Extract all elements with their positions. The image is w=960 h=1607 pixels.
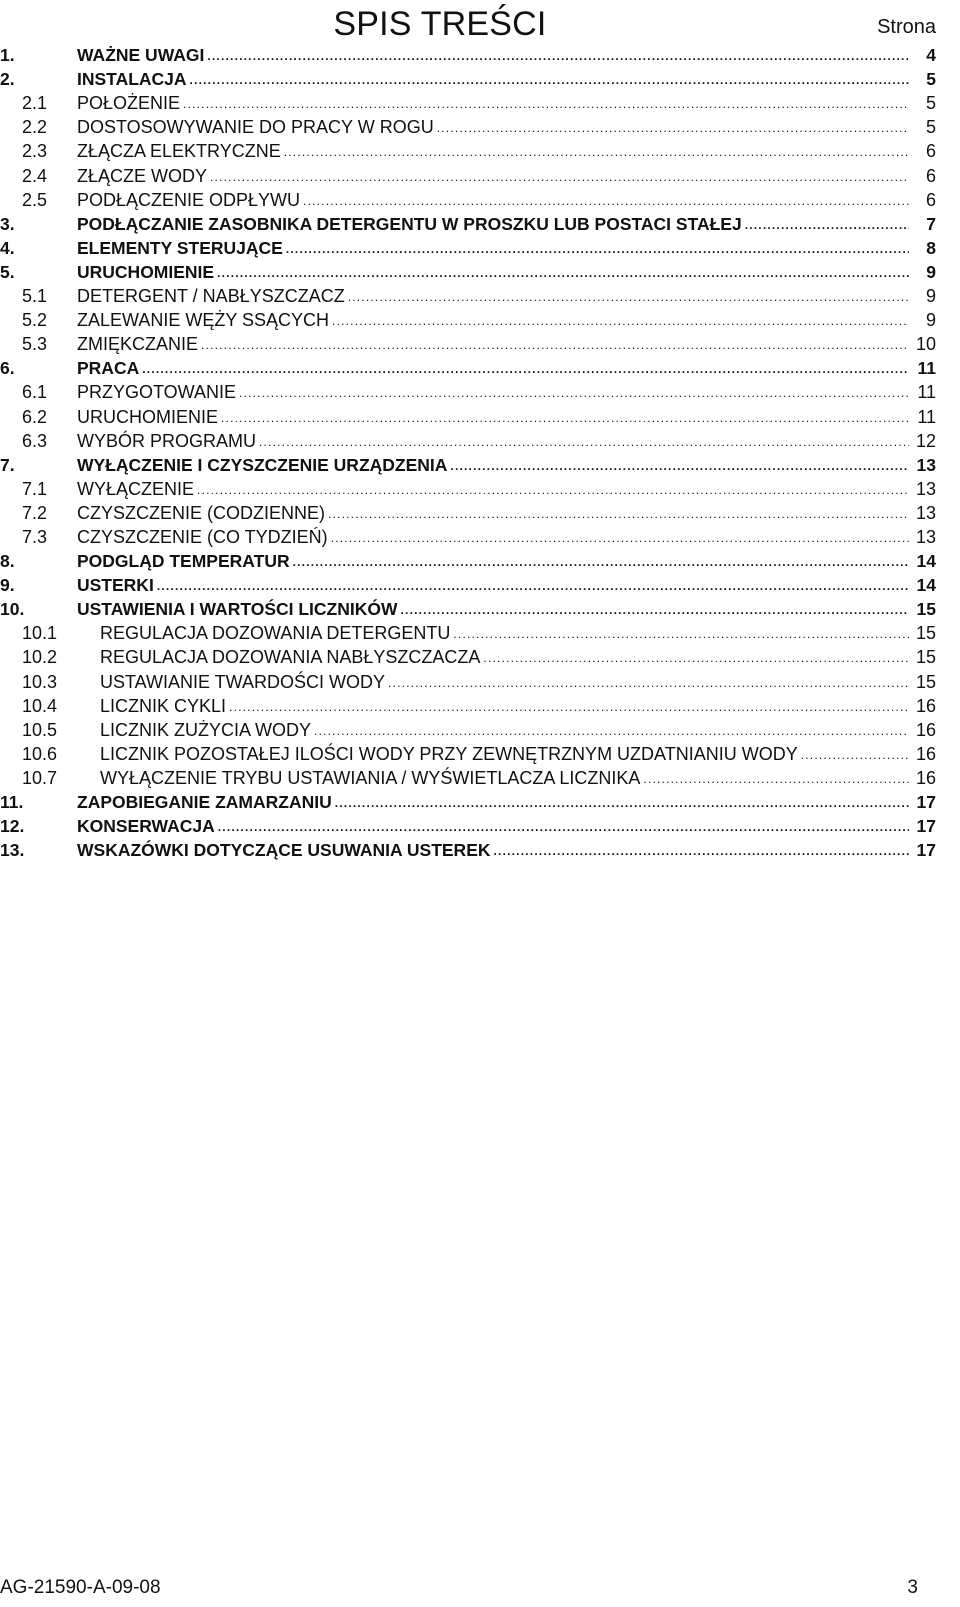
toc-entry-page: 13 <box>915 478 936 499</box>
toc-entry-page: 16 <box>915 719 936 740</box>
toc-entry-number: 9. <box>0 575 15 596</box>
toc-entry-number: 2.5 <box>22 189 48 210</box>
toc-entry[interactable] <box>0 644 960 668</box>
toc-entry[interactable] <box>0 42 960 66</box>
toc-entry-title: CZYSZCZENIE (CO TYDZIEŃ) <box>77 526 328 547</box>
toc-entry[interactable] <box>0 717 960 741</box>
toc-entry[interactable] <box>0 548 960 572</box>
toc-dot-leader <box>332 314 909 331</box>
toc-entry-title: USTAWIANIE TWARDOŚCI WODY <box>100 671 386 692</box>
toc-entry-title: CZYSZCZENIE (CODZIENNE) <box>77 502 326 523</box>
toc-entry-title: WYBÓR PROGRAMU <box>77 430 257 451</box>
toc-entry-number: 11. <box>0 792 24 812</box>
toc-entry[interactable] <box>0 765 960 789</box>
toc-entry-title: USTAWIENIA I WARTOŚCI LICZNIKÓW <box>77 599 398 620</box>
toc-entry-number: 12. <box>0 816 25 837</box>
toc-entry-number: 10.7 <box>22 767 58 788</box>
footer-page-number: 3 <box>907 1577 918 1598</box>
toc-entry-page: 11 <box>917 358 936 379</box>
toc-entry-title: URUCHOMIENIE <box>77 261 215 282</box>
toc-entry[interactable] <box>0 162 960 186</box>
toc-entry[interactable] <box>0 500 960 524</box>
toc-dot-leader <box>207 49 909 66</box>
toc-entry-page: 13 <box>916 454 936 475</box>
toc-dot-leader <box>142 362 909 379</box>
toc-entry[interactable] <box>0 668 960 692</box>
toc-dot-leader <box>229 700 909 717</box>
toc-entry[interactable] <box>0 572 960 596</box>
page-footer <box>0 1575 960 1601</box>
toc-entry-number: 10.2 <box>22 647 58 668</box>
toc-entry-title: WAŻNE UWAGI <box>77 45 205 66</box>
page-title: SPIS TREŚCI <box>333 5 547 43</box>
toc-entry-number: 6. <box>0 358 15 379</box>
toc-entry[interactable] <box>0 331 960 355</box>
toc-dot-leader <box>331 531 909 548</box>
toc-entry-page: 14 <box>916 575 936 596</box>
toc-entry[interactable] <box>0 813 960 837</box>
toc-entry-title: ZAPOBIEGANIE ZAMARZANIU <box>77 792 332 812</box>
toc-entry[interactable] <box>0 235 960 259</box>
page-column-label: Strona <box>877 16 936 38</box>
toc-dot-leader <box>157 579 909 596</box>
toc-entry-page: 16 <box>915 695 936 716</box>
document-code: AG-21590-A-09-08 <box>0 1577 161 1598</box>
toc-entry-title: PRZYGOTOWANIE <box>77 382 237 403</box>
toc-entry[interactable] <box>0 789 960 813</box>
toc-entry[interactable] <box>0 66 960 90</box>
toc-entry-page: 17 <box>916 840 936 861</box>
toc-entry-number: 6.3 <box>22 430 48 451</box>
toc-dot-leader <box>745 218 909 235</box>
toc-entry-page: 17 <box>916 792 936 812</box>
toc-entry-number: 6.2 <box>22 406 48 427</box>
toc-entry-page: 9 <box>925 286 936 307</box>
toc-entry-number: 10. <box>0 599 25 620</box>
toc-entry-page: 11 <box>917 406 936 427</box>
toc-entry-title: ZŁĄCZE WODY <box>77 165 208 186</box>
toc-entry-number: 2.4 <box>22 165 48 186</box>
toc-dot-leader <box>197 483 909 500</box>
toc-entry-number: 7. <box>0 454 15 475</box>
toc-entry-number: 7.2 <box>22 502 48 523</box>
toc-dot-leader <box>259 435 909 452</box>
toc-entry-number: 6.1 <box>22 382 48 403</box>
toc-entry-page: 6 <box>925 165 936 186</box>
toc-dot-leader <box>483 651 909 668</box>
toc-entry-number: 2.2 <box>22 117 48 138</box>
toc-entry-title: LICZNIK ZUŻYCIA WODY <box>100 719 312 740</box>
toc-entry[interactable] <box>0 596 960 620</box>
toc-entry-number: 7.3 <box>22 526 48 547</box>
toc-entry-number: 3. <box>0 213 15 234</box>
toc-entry[interactable] <box>0 693 960 717</box>
toc-entry-title: WYŁĄCZENIE TRYBU USTAWIANIA / WYŚWIETLACZA LICZNIKA <box>100 767 641 788</box>
toc-dot-leader <box>437 121 909 138</box>
toc-entry-title: PRACA <box>77 358 140 379</box>
toc-entry-page: 12 <box>915 430 936 451</box>
toc-entry-number: 10.4 <box>22 695 58 716</box>
toc-entry-page: 17 <box>916 816 936 837</box>
toc-entry-title: POŁOŻENIE <box>77 93 181 114</box>
toc-dot-leader <box>450 459 909 476</box>
toc-dot-leader <box>401 603 910 620</box>
toc-dot-leader <box>239 386 909 403</box>
toc-entry[interactable] <box>0 524 960 548</box>
toc-entry-page: 9 <box>926 261 936 282</box>
toc-entry-number: 1. <box>0 45 15 66</box>
toc-entry[interactable] <box>0 428 960 452</box>
toc-dot-leader <box>643 772 909 789</box>
toc-entry[interactable] <box>0 187 960 211</box>
toc-entry-title: LICZNIK POZOSTAŁEJ ILOŚCI WODY PRZY ZEWNĘTRZNYM UZDATNIANIU WODY <box>100 743 798 764</box>
toc-dot-leader <box>190 73 909 90</box>
toc-entry-title: REGULACJA DOZOWANIA DETERGENTU <box>100 623 451 644</box>
toc-entry[interactable] <box>0 307 960 331</box>
toc-dot-leader <box>286 242 909 259</box>
toc-entry-number: 2.1 <box>22 93 48 114</box>
toc-entry[interactable] <box>0 379 960 403</box>
toc-entry-page: 16 <box>915 767 936 788</box>
toc-entry-page: 10 <box>915 334 936 355</box>
toc-entry-number: 5. <box>0 261 15 282</box>
toc-entry-title: ZMIĘKCZANIE <box>77 334 199 355</box>
toc-entry[interactable] <box>0 476 960 500</box>
toc-entry-page: 15 <box>915 671 936 692</box>
toc-entry[interactable] <box>0 211 960 235</box>
toc-dot-leader <box>284 145 909 162</box>
toc-entry-title: USTERKI <box>77 575 154 596</box>
toc-entry-page: 5 <box>925 93 936 114</box>
toc-entry[interactable] <box>0 138 960 162</box>
toc-entry-number: 5.2 <box>22 310 48 331</box>
toc-dot-leader <box>201 338 909 355</box>
toc-dot-leader <box>328 507 909 524</box>
toc-dot-leader <box>218 820 909 837</box>
table-of-contents <box>0 42 960 861</box>
toc-entry-page: 5 <box>926 69 936 90</box>
toc-dot-leader <box>314 724 909 741</box>
toc-entry[interactable] <box>0 355 960 379</box>
toc-dot-leader <box>221 411 909 428</box>
toc-entry-page: 6 <box>925 141 936 162</box>
toc-entry-number: 10.6 <box>22 743 58 764</box>
toc-entry-title: DOSTOSOWYWANIE DO PRACY W ROGU <box>77 117 434 138</box>
toc-dot-leader <box>210 170 909 187</box>
toc-dot-leader <box>494 844 909 861</box>
toc-entry-page: 16 <box>915 743 936 764</box>
toc-entry-number: 8. <box>0 551 15 572</box>
toc-entry-page: 5 <box>925 117 936 138</box>
toc-entry-number: 7.1 <box>22 478 48 499</box>
toc-entry[interactable] <box>0 837 960 861</box>
toc-entry-title: URUCHOMIENIE <box>77 406 219 427</box>
toc-entry[interactable] <box>0 403 960 427</box>
toc-entry[interactable] <box>0 259 960 283</box>
toc-entry-page: 15 <box>915 647 936 668</box>
toc-entry-title: PODŁĄCZANIE ZASOBNIKA DETERGENTU W PROSZKU LUB POSTACI STAŁEJ <box>77 213 742 234</box>
toc-entry-page: 7 <box>926 213 936 234</box>
toc-entry[interactable] <box>0 741 960 765</box>
toc-entry-number: 10.1 <box>22 623 58 644</box>
toc-entry-page: 13 <box>915 502 936 523</box>
toc-entry-page: 8 <box>926 237 936 258</box>
toc-entry-title: DETERGENT / NABŁYSZCZACZ <box>77 286 345 307</box>
toc-entry-title: WYŁĄCZENIE I CZYSZCZENIE URZĄDZENIA <box>77 454 448 475</box>
toc-entry-page: 9 <box>925 310 936 331</box>
toc-entry-title: WSKAZÓWKI DOTYCZĄCE USUWANIA USTEREK <box>77 840 491 861</box>
toc-entry-number: 4. <box>0 237 15 258</box>
toc-dot-leader <box>183 97 909 114</box>
toc-entry-title: ELEMENTY STERUJĄCE <box>77 237 283 258</box>
toc-entry-number: 10.5 <box>22 719 58 740</box>
toc-entry-number: 2. <box>0 69 15 90</box>
toc-entry-page: 13 <box>915 526 936 547</box>
toc-entry-page: 14 <box>916 551 936 572</box>
toc-entry-page: 11 <box>917 382 936 403</box>
toc-entry-title: ZALEWANIE WĘŻY SSĄCYCH <box>77 310 330 331</box>
toc-dot-leader <box>388 676 909 693</box>
toc-entry-page: 4 <box>926 45 936 66</box>
toc-dot-leader <box>335 796 909 813</box>
toc-entry-page: 15 <box>915 623 936 644</box>
toc-entry-title: LICZNIK CYKLI <box>100 695 227 716</box>
toc-dot-leader <box>217 266 909 283</box>
toc-entry-page: 6 <box>925 189 936 210</box>
toc-entry[interactable] <box>0 452 960 476</box>
toc-entry-title: REGULACJA DOZOWANIA NABŁYSZCZACZA <box>100 647 481 668</box>
toc-entry-number: 5.1 <box>22 286 48 307</box>
toc-entry-number: 13. <box>0 840 25 861</box>
toc-entry[interactable] <box>0 114 960 138</box>
toc-entry[interactable] <box>0 620 960 644</box>
toc-entry-title: ZŁĄCZA ELEKTRYCZNE <box>77 141 281 162</box>
toc-entry-title: PODGLĄD TEMPERATUR <box>77 551 290 572</box>
toc-entry-number: 10.3 <box>22 671 58 692</box>
toc-entry-number: 2.3 <box>22 141 48 162</box>
toc-entry[interactable] <box>0 283 960 307</box>
toc-entry-title: INSTALACJA <box>77 69 187 90</box>
toc-dot-leader <box>303 194 909 211</box>
toc-dot-leader <box>801 748 909 765</box>
toc-entry[interactable] <box>0 90 960 114</box>
toc-dot-leader <box>348 290 909 307</box>
toc-dot-leader <box>453 627 909 644</box>
toc-entry-title: KONSERWACJA <box>77 816 215 837</box>
toc-entry-title: WYŁĄCZENIE <box>77 478 195 499</box>
toc-entry-number: 5.3 <box>22 334 48 355</box>
toc-dot-leader <box>293 555 909 572</box>
toc-entry-page: 15 <box>916 599 936 620</box>
toc-entry-title: PODŁĄCZENIE ODPŁYWU <box>77 189 301 210</box>
